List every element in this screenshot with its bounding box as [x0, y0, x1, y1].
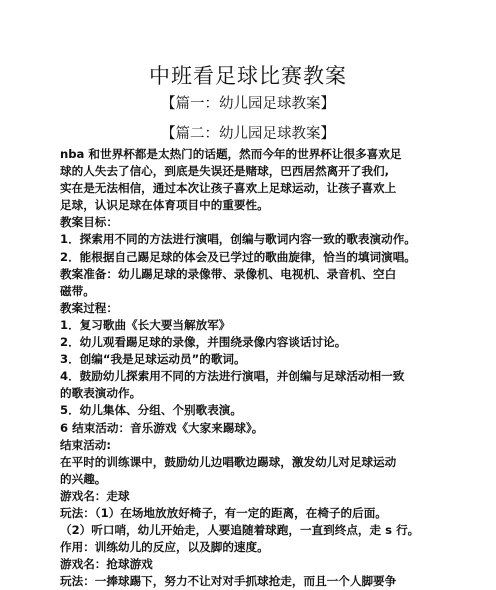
- body-line: 游戏名：抢球游戏: [60, 557, 153, 572]
- body-line: 2．能根据自己踢足球的体会及已学过的歌曲旋律，恰当的填词演唱。: [60, 249, 416, 264]
- body-line: 玩法：一捧球踢下，努力不让对对手抓球抢走，而且一个人脚要争: [60, 574, 397, 589]
- body-line: （2）听口哨，幼儿开始走，人要追随着球跑，一直到终点，走 s 行。: [60, 523, 420, 538]
- body-line: nba 和世界杯都是太热门的话题，然而今年的世界杯让很多喜欢足: [60, 147, 402, 161]
- body-line: 结束活动:: [60, 437, 112, 452]
- body-line: 足球，认识足球在体育项目中的重要性。: [60, 198, 269, 213]
- body-line: 的兴趣。: [60, 471, 107, 486]
- section-heading-2: 【篇二：幼儿园足球教案】: [161, 126, 335, 142]
- body-line: 实在是无法相信，通过本次让孩子喜欢上足球运动，让孩子喜欢上: [60, 181, 397, 196]
- document-title: 中班看足球比赛教案: [149, 64, 347, 88]
- body-line: 教案过程：: [60, 300, 118, 315]
- body-line: 4．鼓励幼儿探索用不同的方法进行演唱，并创编与足球活动相一致: [60, 369, 405, 384]
- body-line: 玩法：（1）在场地放放好椅子，有一定的距离，在椅子的后面。: [60, 505, 387, 520]
- body-line: 3．创编“我是足球运动员”的歌词。: [60, 352, 246, 367]
- body-line: 1．复习歌曲《长大要当解放军》: [60, 317, 231, 332]
- body-line: 的歌表演动作。: [60, 386, 142, 401]
- body-line: 2．幼儿观看踢足球的录像，并围绕录像内容谈话讨论。: [60, 335, 347, 350]
- body-line: 5．幼儿集体、分组、个别歌表演。: [60, 403, 242, 418]
- body-line: 磁带。: [60, 283, 95, 298]
- body-line: 球的人失去了信心，到底是失误还是赌球，巴西居然离开了我们,: [60, 164, 390, 179]
- body-line: 教案目标：: [60, 215, 118, 230]
- body-line: 游戏名：走球: [60, 488, 130, 503]
- body-line: 6 结束活动：音乐游戏《大家来踢球》。: [60, 420, 264, 435]
- section-heading-1: 【篇一：幼儿园足球教案】: [161, 96, 335, 112]
- document-body: [60, 146, 490, 590]
- body-line: 在平时的训练课中，鼓励幼儿边唱歌边踢球，激发幼儿对足球运动: [60, 454, 397, 469]
- body-line: 教案准备：幼儿踢足球的录像带、录像机、电视机、录音机、空白: [60, 266, 397, 281]
- body-line: 1．探索用不同的方法进行演唱，创编与歌词内容一致的歌表演动作。: [60, 232, 416, 247]
- body-line: 作用：训练幼儿的反应，以及脚的速度。: [60, 540, 269, 555]
